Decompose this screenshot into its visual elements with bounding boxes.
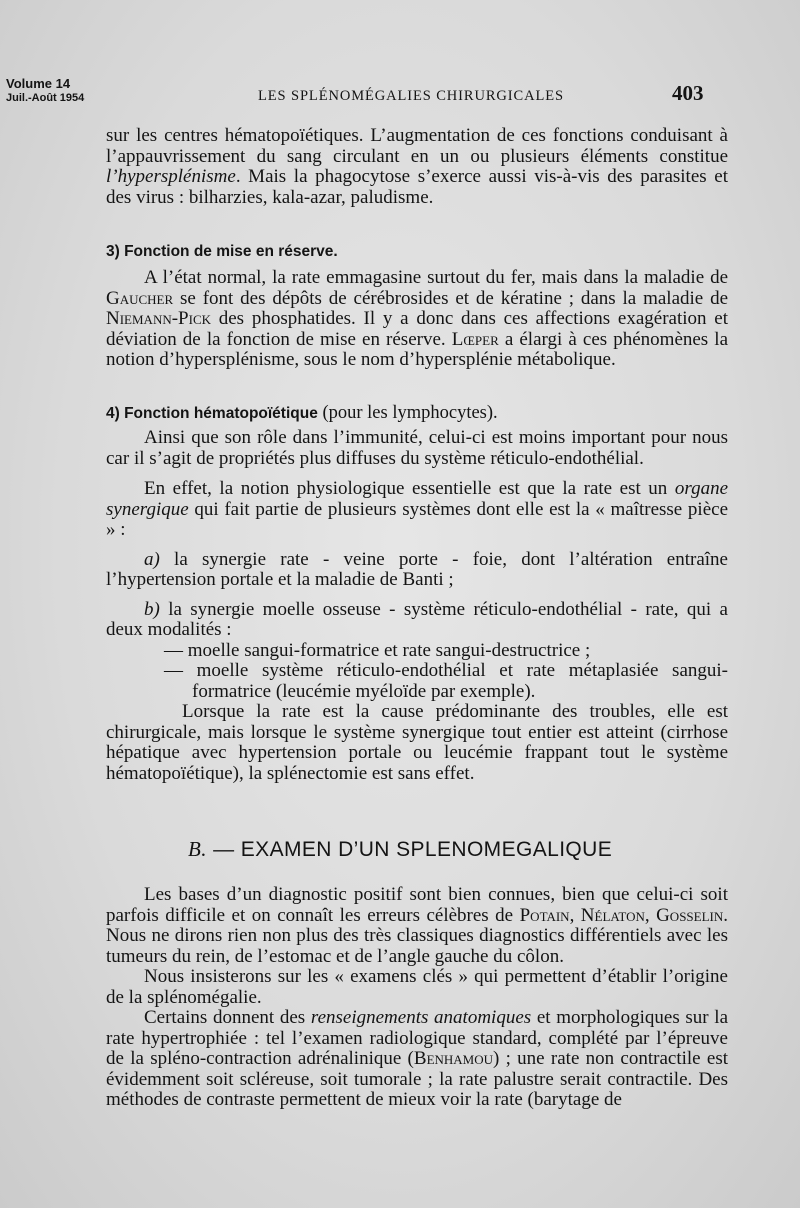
text-run: et morphologiques sur la rate hypertrophiée : tel l’examen radiologique standard, complété par l’épreuve de la spléno-contraction adrénalinique ( — [106, 1007, 729, 1069]
item-label: b) — [144, 598, 160, 620]
paragraph-phagocytosis — [106, 126, 728, 208]
body-block — [106, 428, 728, 784]
author-name: Niemann-Pick — [106, 308, 211, 329]
sub-item-1: — moelle sangui-formatrice et rate sangui-destructrice ; — [164, 639, 591, 661]
text-run: . Nous ne dirons rien non plus des très classiques diagnostics différentiels avec les tumeurs du rein, de l’estomac et de l’angle gauche du côlon. — [106, 904, 728, 967]
text-run: des phosphatides. Il y a donc dans ces affections exagération et déviation de la fonction de mise en réserve. — [106, 308, 728, 350]
paragraph-reserve — [106, 268, 728, 371]
term-renseignements-anatomiques: renseignements anatomiques — [310, 1007, 532, 1028]
section-letter: B. — [188, 837, 207, 861]
section-title-examen — [188, 837, 612, 862]
paragraph-renseignements — [106, 1008, 728, 1111]
page-number: 403 — [672, 81, 704, 105]
heading-hematopoietic — [106, 403, 498, 424]
text-run: se font des dépôts de cérébrosides et de kératine ; dans la maladie de — [173, 287, 728, 309]
text-run: Les bases d’un diagnostic positif sont bien connues, bien que celui-ci soit parfois difficile et on connaît les erreurs célèbres de — [106, 884, 728, 926]
section-title-text: — EXAMEN D’UN SPLENOMEGALIQUE — [206, 838, 613, 861]
text-run: ) ; une rate non contractile est évidemment soit scléreuse, soit tumorale ; la rate palustre serait contractile. Des méthodes de contraste permettent de mieux voir la rate (barytage de — [106, 1048, 728, 1110]
author-name: Benhamou — [413, 1048, 494, 1069]
body-block-examen — [106, 885, 728, 1111]
list-item-b — [106, 600, 728, 641]
paragraph-conclusion: Lorsque la rate est la cause prédominante des troubles, elle est chirurgicale, mais lorsque le système synergique tout entier est atteint (cirrhose hépatique avec hypertension portale ou leucémie frappant tout le système hématopoïétique), la splénectomie est sans effet. — [106, 701, 728, 784]
text-run: la synergie moelle osseuse - système réticulo-endothélial - rate, qui a deux modalités : — [106, 598, 728, 640]
author-names: Potain, Nélaton, Gosselin — [519, 904, 724, 926]
paragraph-immunity: Ainsi que son rôle dans l’immunité, celui-ci est moins important pour nous car il s’agit de propriétés plus diffuses du système réticulo-endothélial. — [106, 427, 728, 469]
volume-info — [6, 76, 84, 106]
heading-reserve: 3) Fonction de mise en réserve. — [106, 243, 338, 260]
author-name: Gaucher — [106, 287, 174, 309]
text-run: A l’état normal, la rate emmagasine surtout du fer, mais dans la maladie de — [144, 267, 728, 288]
author-name: Lœper — [451, 328, 499, 350]
paragraph-diagnostic — [106, 885, 728, 967]
text-run: la synergie rate - veine porte - foie, dont l’altération entraîne l’hypertension portale et la maladie de Banti ; — [106, 548, 728, 590]
text-run: Certains donnent des — [144, 1007, 311, 1028]
volume-number: Volume 14 — [6, 76, 71, 91]
sub-item-2: — moelle système réticulo-endothélial et rate métaplasiée sangui-formatrice (leucémie myéloïde par exemple). — [164, 660, 728, 702]
heading-bold: 4) Fonction hématopoïétique — [106, 405, 318, 422]
paragraph-synergy — [106, 479, 728, 541]
issue-date: Juil.-Août 1954 — [6, 92, 85, 104]
item-label: a) — [144, 548, 160, 570]
heading-plain: (pour les lymphocytes). — [317, 403, 498, 423]
text-run: En effet, la notion physiologique essentielle est que la rate est un — [144, 478, 675, 499]
list-item-a — [106, 550, 728, 591]
running-title: LES SPLÉNOMÉGALIES CHIRURGICALES — [258, 88, 564, 104]
paragraph-examens-cles: Nous insisterons sur les « examens clés » qui permettent d’établir l’origine de la splénomégalie. — [106, 966, 728, 1008]
text-run: sur les centres hématopoïétiques. L’augmentation de ces fonctions conduisant à l’appauvrissement du sang circulant en un ou plusieurs éléments constitue — [106, 125, 728, 167]
text-run: qui fait partie de plusieurs systèmes dont elle est la « maîtresse pièce » : — [106, 498, 728, 540]
text-run: a élargi à ces phénomènes la notion d’hypersplénisme, sous le nom d’hypersplénie métabolique. — [106, 328, 729, 370]
text-run: . Mais la phagocytose s’exerce aussi vis-à-vis des parasites et des virus : bilharzies, kala-azar, paludisme. — [106, 166, 728, 208]
term-hypersplenisme: l’hypersplénisme — [106, 166, 236, 187]
term-organe-synergique: organe synergique — [106, 478, 728, 520]
